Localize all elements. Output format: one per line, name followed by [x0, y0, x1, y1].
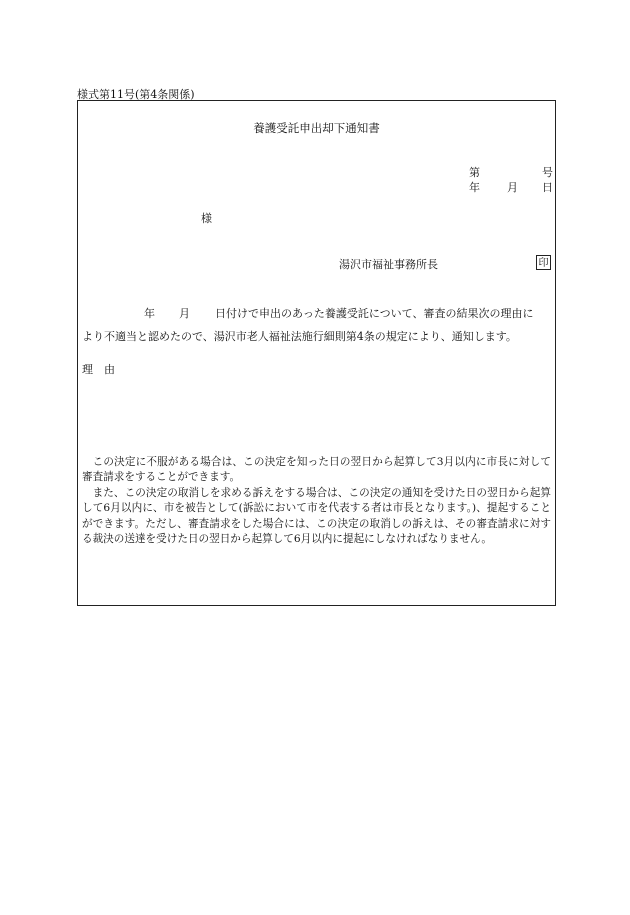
date-month-label: 月: [507, 181, 518, 194]
appeal-notice-paragraph-1: この決定に不服がある場合は、この決定を知った日の翌日から起算して3月以内に市長に対して審査請求をすることができます。: [82, 456, 551, 484]
appeal-notice: [82, 455, 551, 547]
seal-mark: 印: [536, 255, 551, 270]
issuer-name: 湯沢市福祉事務所長: [339, 258, 438, 271]
addressee-suffix: 様: [201, 212, 212, 225]
body-year-label: 年: [144, 307, 155, 320]
appeal-notice-paragraph-2: また、この決定の取消しを求める訴えをする場合は、この決定の通知を受けた日の翌日から起算して6月以内に、市を被告として(訴訟において市を代表する者は市長となります。)、提起することができます。ただし、審査請求をした場合には、この決定の取消しの訴えは、その審査請求に対する裁決の送達を受けた日の翌日から起算して6月以内に提起にしなければなりません。: [82, 486, 551, 546]
number-prefix: 第: [469, 166, 480, 179]
date-day-label: 日: [542, 181, 553, 194]
body-month-label: 月: [179, 307, 190, 320]
document-frame: [77, 100, 556, 606]
form-number: 様式第11号(第4条関係): [77, 88, 195, 101]
number-suffix: 号: [542, 166, 553, 179]
body-line-2: より不適当と認めたので、湯沢市老人福祉法施行細則第4条の規定により、通知します。: [82, 330, 517, 343]
reason-label: 理由: [82, 363, 126, 376]
document-title: 養護受託申出却下通知書: [253, 121, 380, 135]
body-line-1: 日付けで申出のあった養護受託について、審査の結果次の理由に: [215, 307, 534, 320]
date-year-label: 年: [469, 181, 480, 194]
